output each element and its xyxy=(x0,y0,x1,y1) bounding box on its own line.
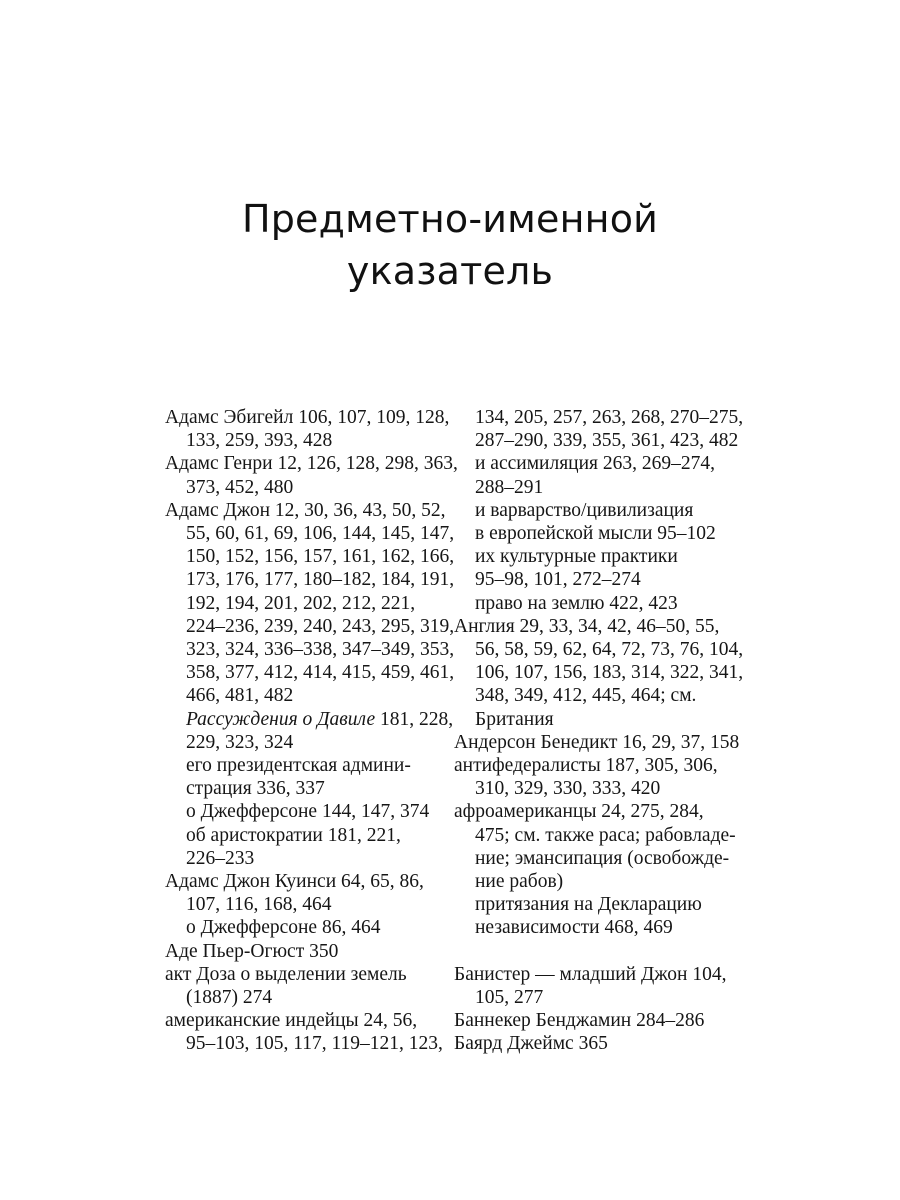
index-subline: их культурные практики xyxy=(475,546,678,568)
index-column-right xyxy=(454,406,744,1056)
page-title xyxy=(0,193,900,297)
index-entry: Банистер — младший Джон 104, xyxy=(454,963,727,985)
index-entry-pages: 181, 228, xyxy=(375,708,454,730)
index-subline: Британия xyxy=(475,708,554,730)
index-subline: право на землю 422, 423 xyxy=(475,592,678,614)
index-subline: его президентская админи- xyxy=(186,755,411,777)
index-column-left xyxy=(165,406,458,1056)
index-subline: 288–291 xyxy=(475,476,544,498)
index-entry: антифедералисты 187, 305, 306, xyxy=(454,755,718,777)
index-entry: Адамс Генри 12, 126, 128, 298, 363, xyxy=(165,453,458,475)
index-subline: 192, 194, 201, 202, 212, 221, xyxy=(186,592,416,614)
title-line-2: указатель xyxy=(346,249,554,294)
index-subline xyxy=(165,708,454,731)
index-entry: афроамериканцы 24, 275, 284, xyxy=(454,801,704,823)
index-subline: 150, 152, 156, 157, 161, 162, 166, xyxy=(186,546,455,568)
index-gap xyxy=(454,940,744,963)
index-subline: 466, 481, 482 xyxy=(186,685,294,707)
index-subline: и варварство/цивилизация xyxy=(475,499,694,521)
index-subline: страция 336, 337 xyxy=(186,778,325,800)
index-subline: 173, 176, 177, 180–182, 184, 191, xyxy=(186,569,455,591)
index-subline: 358, 377, 412, 414, 415, 459, 461, xyxy=(186,662,455,684)
index-subline: 323, 324, 336–338, 347–349, 353, xyxy=(186,639,455,661)
index-entry: Аде Пьер-Огюст 350 xyxy=(165,940,339,962)
index-subline: в европейской мысли 95–102 xyxy=(475,523,716,545)
index-entry: Англия 29, 33, 34, 42, 46–50, 55, xyxy=(454,615,720,637)
index-subline: (1887) 274 xyxy=(186,987,273,1009)
index-subline: ние рабов) xyxy=(475,871,564,893)
index-entry: Адамс Эбигейл 106, 107, 109, 128, xyxy=(165,407,450,428)
index-subline: 310, 329, 330, 333, 420 xyxy=(475,778,661,800)
index-entry: акт Доза о выделении земель xyxy=(165,963,407,985)
index-subline: 475; см. также раса; рабовладе- xyxy=(475,824,736,846)
index-entry: американские индейцы 24, 56, xyxy=(165,1010,418,1032)
index-subline: 55, 60, 61, 69, 106, 144, 145, 147, xyxy=(186,523,455,545)
index-subline: 287–290, 339, 355, 361, 423, 482 xyxy=(475,430,739,452)
index-entry: Баннекер Бенджамин 284–286 xyxy=(454,1010,705,1032)
index-subline: независимости 468, 469 xyxy=(475,917,673,939)
index-subline: о Джефферсоне 86, 464 xyxy=(186,917,381,939)
index-entry: Адамс Джон Куинси 64, 65, 86, xyxy=(165,871,424,893)
index-entry: Андерсон Бенедикт 16, 29, 37, 158 xyxy=(454,731,740,753)
index-subline: 95–103, 105, 117, 119–121, 123, xyxy=(186,1033,443,1055)
index-subline: 224–236, 239, 240, 243, 295, 319, xyxy=(186,615,455,637)
index-entry-title: Рассуждения о Давиле xyxy=(186,708,376,730)
index-subline: 95–98, 101, 272–274 xyxy=(475,569,641,591)
index-subline: 348, 349, 412, 445, 464; см. xyxy=(475,685,697,707)
index-subline: притязания на Декларацию xyxy=(475,894,702,916)
index-subline: 56, 58, 59, 62, 64, 72, 73, 76, 104, xyxy=(475,639,744,661)
index-entry: Баярд Джеймс 365 xyxy=(454,1033,608,1055)
index-subline: 133, 259, 393, 428 xyxy=(186,430,333,452)
index-subline: ние; эмансипация (освобожде- xyxy=(475,847,730,869)
index-subline: об аристократии 181, 221, xyxy=(186,824,401,846)
index-subline: 106, 107, 156, 183, 314, 322, 341, xyxy=(475,662,744,684)
index-subline: 229, 323, 324 xyxy=(186,731,294,753)
title-line-1: Предметно-именной xyxy=(241,197,659,242)
index-subline: о Джефферсоне 144, 147, 374 xyxy=(186,801,430,823)
index-subline: 226–233 xyxy=(186,847,255,869)
index-subline: 373, 452, 480 xyxy=(186,476,294,498)
index-subline: 105, 277 xyxy=(475,987,544,1009)
index-subline: 134, 205, 257, 263, 268, 270–275, xyxy=(475,407,744,428)
index-subline: и ассимиляция 263, 269–274, xyxy=(475,453,716,475)
index-entry: Адамс Джон 12, 30, 36, 43, 50, 52, xyxy=(165,499,446,521)
index-subline: 107, 116, 168, 464 xyxy=(186,894,332,916)
